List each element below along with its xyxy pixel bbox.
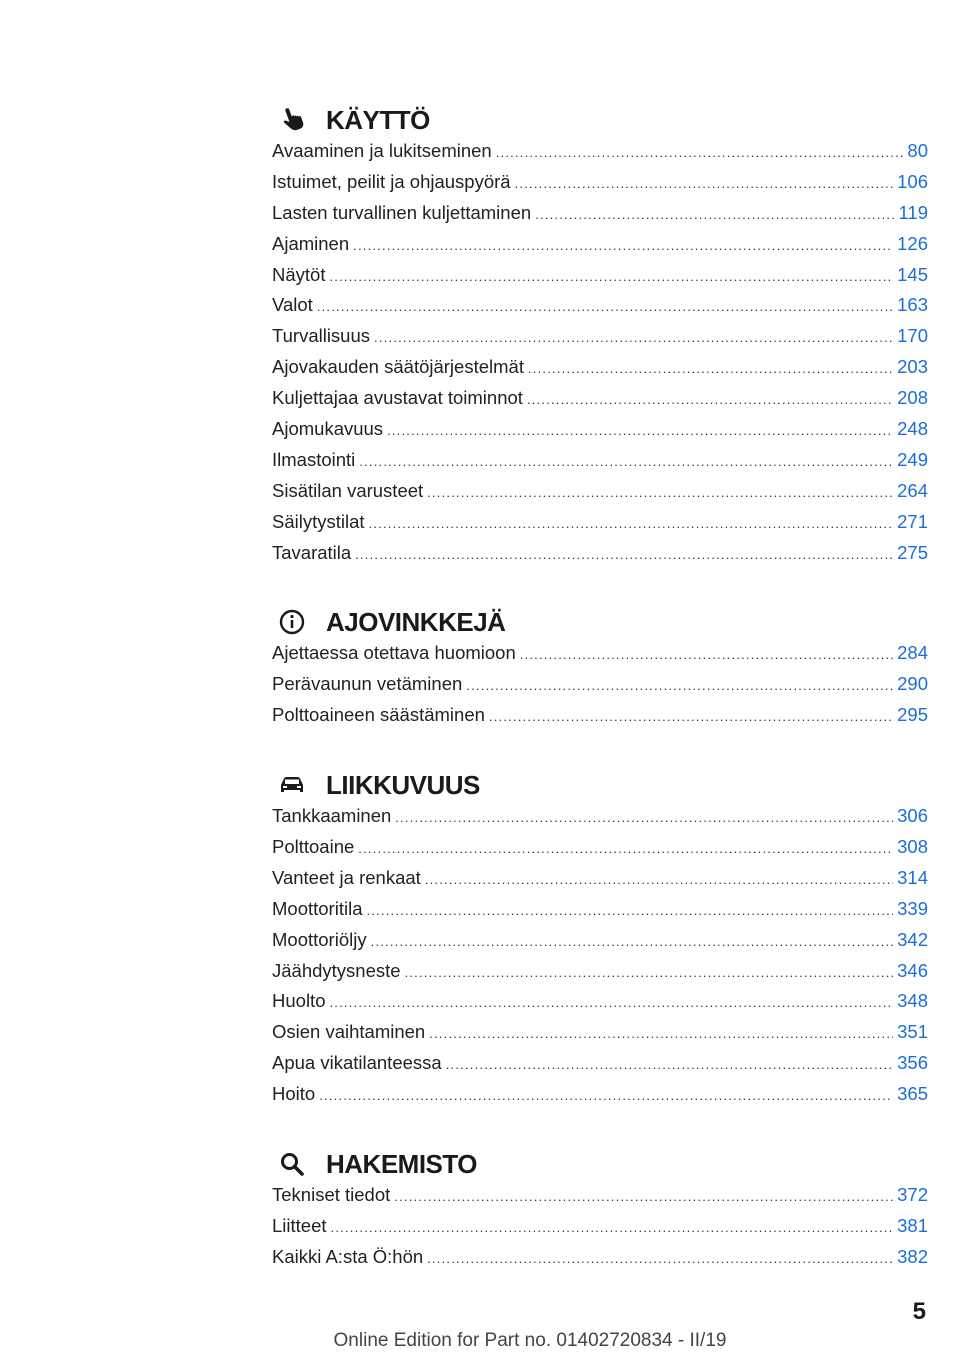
dot-leader xyxy=(331,1220,894,1235)
toc-entry[interactable] xyxy=(272,449,928,480)
info-icon xyxy=(278,608,306,636)
toc-entry[interactable] xyxy=(272,325,928,356)
toc-entry-page-link[interactable]: 264 xyxy=(897,479,928,501)
dot-leader xyxy=(394,1189,893,1204)
toc-entry-page-link[interactable]: 346 xyxy=(897,959,928,981)
toc-entry-page-link[interactable]: 126 xyxy=(897,232,928,254)
toc-entry[interactable] xyxy=(272,990,928,1021)
toc-entry-page-link[interactable]: 275 xyxy=(897,541,928,563)
section-title: HAKEMISTO xyxy=(326,1148,478,1179)
toc-entry-page-link[interactable]: 284 xyxy=(897,642,928,664)
toc-entry[interactable] xyxy=(272,1246,928,1277)
footer-edition-note: Online Edition for Part no. 01402720834 - II/19 xyxy=(333,1330,727,1351)
toc-section-liikkuvuus xyxy=(272,765,928,1114)
toc-entry-page-link[interactable]: 308 xyxy=(897,836,928,858)
toc-entry[interactable] xyxy=(272,140,928,171)
dot-leader xyxy=(358,841,893,856)
section-header xyxy=(272,765,928,805)
toc-entry[interactable] xyxy=(272,1083,928,1114)
toc-entry-title: Tankkaaminen xyxy=(272,805,392,827)
toc-entry-page-link[interactable]: 356 xyxy=(897,1052,928,1074)
toc-entry-title: Avaaminen ja lukitseminen xyxy=(272,140,492,161)
toc-entry-title: Polttoaine xyxy=(272,836,355,858)
toc-entry-page-link[interactable]: 372 xyxy=(897,1184,928,1206)
dot-leader xyxy=(496,145,904,160)
toc-entry-title: Polttoaineen säästäminen xyxy=(272,704,485,726)
toc-entry-page-link[interactable]: 208 xyxy=(897,387,928,409)
toc-entry[interactable] xyxy=(272,1184,928,1215)
section-header xyxy=(272,602,928,642)
toc-entry-page-link[interactable]: 342 xyxy=(897,928,928,950)
toc-entry[interactable] xyxy=(272,642,928,673)
section-title: AJOVINKKEJÄ xyxy=(326,606,506,637)
section-header xyxy=(272,100,928,140)
dot-leader xyxy=(427,1251,893,1266)
toc-entry-page-link[interactable]: 339 xyxy=(897,897,928,919)
car-icon xyxy=(278,771,306,799)
section-title: KÄYTTÖ xyxy=(326,104,430,135)
dot-leader xyxy=(369,516,894,531)
toc-entry-title: Liitteet xyxy=(272,1214,327,1236)
toc-entry[interactable] xyxy=(272,387,928,418)
toc-entry-title: Tekniset tiedot xyxy=(272,1184,391,1206)
dot-leader xyxy=(329,269,893,284)
toc-entry[interactable] xyxy=(272,264,928,295)
toc-entry-title: Moottoritila xyxy=(272,897,363,919)
dot-leader xyxy=(374,330,893,345)
toc-entry-page-link[interactable]: 248 xyxy=(897,418,928,440)
dot-leader xyxy=(387,423,893,438)
toc-entry-page-link[interactable]: 170 xyxy=(897,325,928,347)
section-title: LIIKKUVUUS xyxy=(326,769,480,800)
toc-entry[interactable] xyxy=(272,356,928,387)
toc-entry[interactable] xyxy=(272,1021,928,1052)
toc-entry-page-link[interactable]: 295 xyxy=(897,704,928,726)
toc-entry[interactable] xyxy=(272,836,928,867)
dot-leader xyxy=(405,965,894,980)
toc-entry[interactable] xyxy=(272,418,928,449)
hand-pointer-icon xyxy=(278,106,306,134)
toc-entry-page-link[interactable]: 306 xyxy=(897,805,928,827)
toc-entry-page-link[interactable]: 314 xyxy=(897,866,928,888)
toc-entry-title: Säilytystilat xyxy=(272,510,365,532)
toc-entry-title: Kaikki A:sta Ö:hön xyxy=(272,1245,424,1267)
toc-entry-title: Näytöt xyxy=(272,263,326,285)
toc-section-ajovinkkeja xyxy=(272,602,928,735)
toc-entry-page-link[interactable]: 365 xyxy=(897,1083,928,1105)
toc-entry-title: Lasten turvallinen kuljettaminen xyxy=(272,201,532,223)
dot-leader xyxy=(429,1026,893,1041)
dot-leader xyxy=(535,207,894,222)
toc-entry-title: Moottoriöljy xyxy=(272,928,367,950)
toc-entry[interactable] xyxy=(272,1052,928,1083)
toc-entry[interactable] xyxy=(272,294,928,325)
toc-entry-title: Vanteet ja renkaat xyxy=(272,866,421,888)
toc-entry[interactable] xyxy=(272,805,928,836)
dot-leader xyxy=(446,1057,893,1072)
toc-entry-page-link[interactable]: 382 xyxy=(897,1245,928,1267)
toc-entry[interactable] xyxy=(272,1215,928,1246)
toc-entry-page-link[interactable]: 290 xyxy=(897,673,928,695)
toc-entry-page-link[interactable]: 348 xyxy=(897,990,928,1012)
toc-entry-title: Tavaratila xyxy=(272,541,352,563)
toc-entry-title: Ajaminen xyxy=(272,232,350,254)
toc-entry[interactable] xyxy=(272,202,928,233)
search-icon xyxy=(278,1150,306,1178)
dot-leader xyxy=(366,903,893,918)
toc-entry[interactable] xyxy=(272,480,928,511)
toc-entry-page-link[interactable]: 203 xyxy=(897,356,928,378)
toc-entry-title: Perävaunun vetäminen xyxy=(272,673,463,695)
dot-leader xyxy=(319,1088,893,1103)
dot-leader xyxy=(425,872,893,887)
toc-entry-page-link[interactable]: 351 xyxy=(897,1021,928,1043)
toc-entry-page-link[interactable]: 106 xyxy=(897,170,928,192)
toc-entry-title: Ilmastointi xyxy=(272,448,356,470)
toc-entry-title: Apua vikatilanteessa xyxy=(272,1052,442,1074)
toc-entry[interactable] xyxy=(272,542,928,573)
toc-entry[interactable] xyxy=(272,673,928,704)
dot-leader xyxy=(317,299,893,314)
page-number: 5 xyxy=(912,1298,926,1325)
toc-entry-page-link[interactable]: 80 xyxy=(907,140,928,161)
toc-entry-page-link[interactable]: 119 xyxy=(898,201,928,223)
toc-entry-title: Istuimet, peilit ja ohjauspyörä xyxy=(272,170,511,192)
section-header xyxy=(272,1144,928,1184)
dot-leader xyxy=(489,709,893,724)
toc-entry[interactable] xyxy=(272,960,928,991)
toc-entry-page-link[interactable]: 145 xyxy=(897,263,928,285)
toc-section-kaytto xyxy=(272,100,928,572)
dot-leader xyxy=(427,485,893,500)
toc-section-hakemisto xyxy=(272,1144,928,1277)
toc-entry-page-link[interactable]: 163 xyxy=(897,294,928,316)
toc-entry[interactable] xyxy=(272,867,928,898)
toc-entry-page-link[interactable]: 249 xyxy=(897,448,928,470)
dot-leader xyxy=(515,176,894,191)
toc-entry-title: Valot xyxy=(272,294,313,316)
toc-entry[interactable] xyxy=(272,929,928,960)
toc-entry[interactable] xyxy=(272,233,928,264)
table-of-contents xyxy=(272,100,928,1307)
dot-leader xyxy=(359,454,893,469)
toc-entry[interactable] xyxy=(272,171,928,202)
toc-entry-page-link[interactable]: 271 xyxy=(897,510,928,532)
dot-leader xyxy=(395,810,893,825)
dot-leader xyxy=(371,934,894,949)
toc-entry[interactable] xyxy=(272,511,928,542)
toc-entry[interactable] xyxy=(272,898,928,929)
toc-entry-title: Hoito xyxy=(272,1083,316,1105)
toc-entry-title: Jäähdytysneste xyxy=(272,959,401,981)
dot-leader xyxy=(466,678,893,693)
toc-entry-title: Osien vaihtaminen xyxy=(272,1021,426,1043)
toc-entry-title: Sisätilan varusteet xyxy=(272,479,424,501)
dot-leader xyxy=(355,547,893,562)
toc-entry-title: Ajettaessa otettava huomioon xyxy=(272,642,516,664)
toc-entry-title: Kuljettajaa avustavat toiminnot xyxy=(272,387,523,409)
dot-leader xyxy=(520,647,893,662)
toc-entry-title: Turvallisuus xyxy=(272,325,371,347)
toc-entry[interactable] xyxy=(272,704,928,735)
dot-leader xyxy=(527,392,893,407)
dot-leader xyxy=(528,361,893,376)
toc-entry-title: Ajovakauden säätöjärjestelmät xyxy=(272,356,524,378)
dot-leader xyxy=(329,995,893,1010)
toc-entry-title: Ajomukavuus xyxy=(272,418,384,440)
dot-leader xyxy=(353,238,893,253)
toc-entry-title: Huolto xyxy=(272,990,326,1012)
toc-entry-page-link[interactable]: 381 xyxy=(897,1214,928,1236)
